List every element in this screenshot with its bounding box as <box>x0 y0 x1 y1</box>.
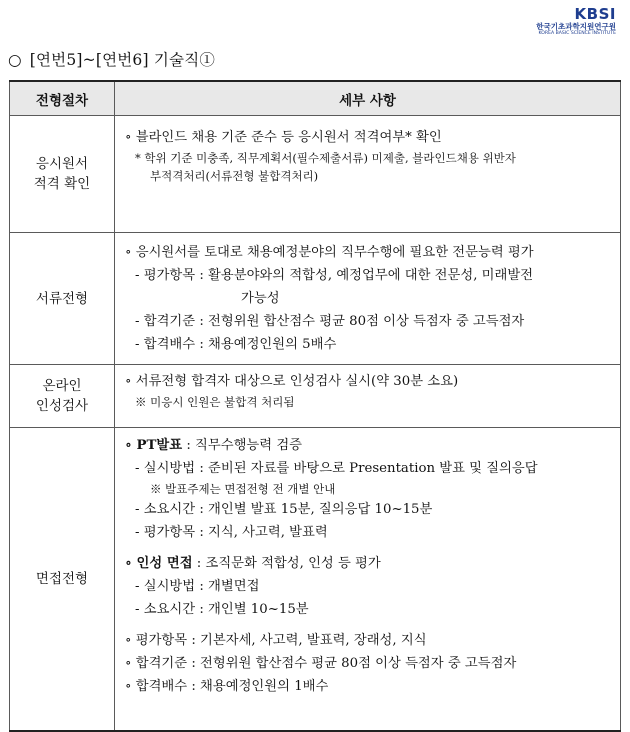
summary-line: ∘ 합격기준 : 전형위원 합산점수 평균 80점 이상 득점자 중 고득점자 <box>125 656 517 671</box>
detail-line: ∘ 서류전형 합격자 대상으로 인성검사 실시(약 30분 소요) <box>125 374 459 389</box>
detail-line: 가능성 <box>241 291 280 306</box>
detail-line: - 평가항목 : 지식, 사고력, 발표력 <box>135 525 328 540</box>
stage-cell <box>10 365 115 428</box>
selection-process-table <box>9 80 621 732</box>
circle-bullet: ○ <box>8 51 22 69</box>
section-heading <box>8 48 215 70</box>
stage-cell <box>10 116 115 233</box>
section-title: [연번5]~[연번6] 기술직① <box>29 51 216 69</box>
logo-name-english: KOREA BASIC SCIENCE INSTITUTE <box>538 31 616 36</box>
pt-description: : 직무수행능력 검증 <box>182 438 303 453</box>
stage-cell <box>10 428 115 731</box>
detail-line: ∘ 응시원서를 토대로 채용예정분야의 직무수행에 필요한 전문능력 평가 <box>125 245 534 260</box>
kbsi-logo <box>536 6 616 37</box>
detail-cell <box>115 428 621 731</box>
logo-mark: KBSI <box>574 5 616 23</box>
logo-name-korean: 한국기초과학지원연구원 <box>536 22 616 31</box>
detail-line: - 소요시간 : 개인별 10~15분 <box>135 602 309 617</box>
header-details: 세부 사항 <box>115 81 621 116</box>
pt-presentation-heading <box>123 434 612 457</box>
stage-label: 인성검사 <box>35 398 89 414</box>
stage-label: 면접전형 <box>35 570 89 587</box>
detail-cell <box>115 233 621 365</box>
summary-line: ∘ 합격배수 : 채용예정인원의 1배수 <box>125 679 329 694</box>
detail-cell <box>115 116 621 233</box>
detail-line: - 실시방법 : 개별면접 <box>135 579 260 594</box>
personality-interview-heading <box>123 552 612 575</box>
note-line: ※ 미응시 인원은 불합격 처리됨 <box>135 395 295 409</box>
stage-cell <box>10 233 115 365</box>
stage-label: 서류전형 <box>35 290 89 307</box>
detail-line: - 합격기준 : 전형위원 합산점수 평균 80점 이상 득점자 중 고득점자 <box>135 314 525 329</box>
detail-line: - 실시방법 : 준비된 자료를 바탕으로 Presentation 발표 및 질의응답 <box>135 461 538 476</box>
stage-label: 적격 확인 <box>33 176 91 192</box>
summary-line: ∘ 평가항목 : 기본자세, 사고력, 발표력, 장래성, 지식 <box>125 633 427 648</box>
table-row <box>10 428 621 731</box>
detail-line: - 합격배수 : 채용예정인원의 5배수 <box>135 337 337 352</box>
table-row <box>10 116 621 233</box>
footnote-line: 부적격처리(서류전형 불합격처리) <box>150 169 319 183</box>
stage-label: 응시원서 <box>35 156 89 172</box>
personality-label: ∘ 인성 면접 <box>125 556 193 571</box>
table-header-row <box>10 81 621 116</box>
personality-description: : 조직문화 적합성, 인성 등 평가 <box>192 556 381 571</box>
detail-cell <box>115 365 621 428</box>
table-row <box>10 365 621 428</box>
detail-line: - 평가항목 : 활용분야와의 적합성, 예정업무에 대한 전문성, 미래발전 <box>135 268 534 283</box>
stage-label: 온라인 <box>42 378 82 394</box>
detail-line: - 소요시간 : 개인별 발표 15분, 질의응답 10~15분 <box>135 502 433 517</box>
note-line: ※ 발표주제는 면접전형 전 개별 안내 <box>150 482 336 496</box>
header-stage: 전형절차 <box>10 81 115 116</box>
detail-line: ∘ 블라인드 채용 기준 준수 등 응시원서 적격여부* 확인 <box>125 130 442 145</box>
pt-label: ∘ PT발표 <box>125 438 183 453</box>
table-row <box>10 233 621 365</box>
footnote-line: * 학위 기준 미충족, 직무계획서(필수제출서류) 미제출, 블라인드채용 위반자 <box>135 151 516 165</box>
